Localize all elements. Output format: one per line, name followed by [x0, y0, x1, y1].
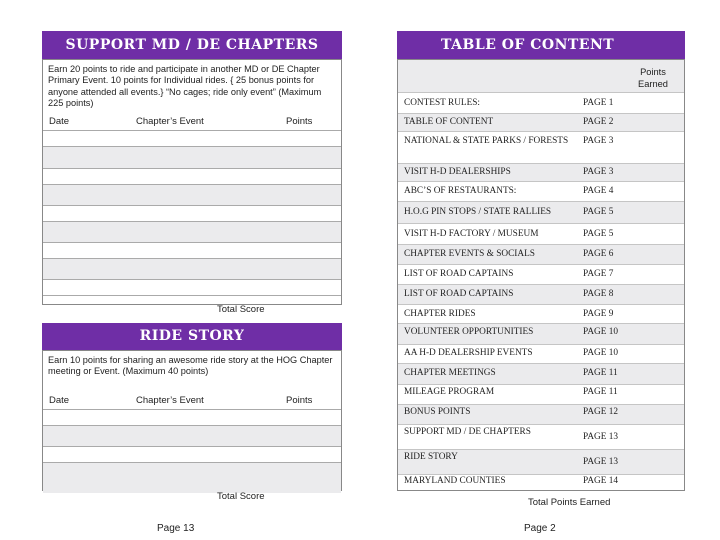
list-item[interactable] [398, 224, 684, 245]
ride-story-description: Earn 10 points for sharing an awesome ride story at the HOG Chapter meeting or Event. (Maximum 40 points) [48, 355, 333, 377]
page-number-right: Page 2 [524, 523, 556, 534]
toc-item-page: PAGE 14 [583, 476, 619, 486]
toc-item-label: CHAPTER EVENTS & SOCIALS [404, 249, 535, 259]
toc-item-page: PAGE 10 [583, 327, 619, 337]
toc-item-label: CHAPTER MEETINGS [404, 368, 496, 378]
list-item[interactable] [398, 345, 684, 364]
toc-item-label: VOLUNTEER OPPORTUNITIES [404, 327, 534, 337]
ride-story-entry-rows [43, 409, 341, 492]
toc-item-label: SUPPORT MD / DE CHAPTERS [404, 427, 531, 437]
table-row[interactable] [43, 426, 341, 447]
toc-item-page: PAGE 5 [583, 229, 614, 239]
support-event-column-header: Chapter’s Event [136, 116, 204, 127]
toc-item-label: TABLE OF CONTENT [404, 117, 494, 127]
list-item[interactable] [398, 324, 684, 345]
toc-item-label: AA H-D DEALERSHIP EVENTS [404, 348, 533, 358]
ride-story-event-column-header: Chapter’s Event [136, 395, 204, 406]
table-row[interactable] [43, 147, 341, 169]
toc-item-page: PAGE 12 [583, 407, 619, 417]
ride-story-header: RIDE STORY [42, 323, 342, 350]
support-total-score-label: Total Score [217, 304, 265, 315]
list-item[interactable] [398, 114, 684, 132]
table-row[interactable] [43, 131, 341, 147]
table-row[interactable] [43, 185, 341, 206]
toc-item-page: PAGE 10 [583, 348, 619, 358]
ride-story-total-score-label: Total Score [217, 491, 265, 502]
toc-item-label: CONTEST RULES: [404, 98, 481, 108]
support-date-column-header: Date [49, 116, 70, 127]
list-item[interactable] [398, 405, 684, 425]
ride-story-points-column-header: Points [286, 395, 313, 406]
toc-item-label: LIST OF ROAD CAPTAINS [404, 269, 514, 279]
toc-item-page: PAGE 13 [583, 432, 619, 442]
toc-item-page: PAGE 3 [583, 167, 614, 177]
toc-item-page: PAGE 5 [583, 207, 614, 217]
total-points-earned-label: Total Points Earned [528, 497, 611, 508]
table-row[interactable] [43, 259, 341, 280]
toc-item-page: PAGE 11 [583, 387, 618, 397]
table-row[interactable] [43, 447, 341, 463]
points-earned-label: Points Earned [638, 67, 668, 89]
table-row[interactable] [43, 169, 341, 185]
toc-item-page: PAGE 13 [583, 457, 619, 467]
list-item[interactable] [398, 364, 684, 385]
list-item[interactable] [398, 202, 684, 224]
table-row[interactable] [43, 463, 341, 493]
toc-item-page: PAGE 9 [583, 309, 614, 319]
toc-item-label: H.O.G PIN STOPS / STATE RALLIES [404, 207, 552, 217]
list-item[interactable] [398, 305, 684, 324]
table-row[interactable] [43, 410, 341, 426]
toc-item-label: NATIONAL & STATE PARKS / FORESTS [404, 136, 569, 146]
toc-item-label: VISIT H-D DEALERSHIPS [404, 167, 511, 177]
toc-item-label: ABC’S OF RESTAURANTS: [404, 186, 517, 196]
toc-item-label: VISIT H-D FACTORY / MUSEUM [404, 229, 539, 239]
table-row[interactable] [43, 222, 341, 243]
ride-story-date-column-header: Date [49, 395, 70, 406]
toc-item-label: RIDE STORY [404, 452, 458, 462]
support-chapters-description: Earn 20 points to ride and participate in another MD or DE Chapter Primary Event. 10 points for Individual rides. { 25 bonus points for anyone attended all events.} “No cages; ride only event” (Maximum 225 points) [48, 64, 322, 109]
toc-item-label: MILEAGE PROGRAM [404, 387, 495, 397]
toc-item-page: PAGE 6 [583, 249, 614, 259]
list-item[interactable] [398, 164, 684, 182]
list-item[interactable] [398, 132, 684, 164]
points-earned-header [398, 60, 684, 93]
support-chapters-panel [42, 59, 342, 305]
table-row[interactable] [43, 206, 341, 222]
table-of-content-panel [397, 59, 685, 491]
list-item[interactable] [398, 285, 684, 305]
table-of-content-header: TABLE OF CONTENT [397, 31, 685, 59]
toc-item-label: CHAPTER RIDES [404, 309, 476, 319]
support-entry-rows [43, 130, 341, 306]
toc-item-label: LIST OF ROAD CAPTAINS [404, 289, 514, 299]
list-item[interactable] [398, 475, 684, 491]
list-item[interactable] [398, 425, 684, 450]
toc-item-page: PAGE 2 [583, 117, 614, 127]
list-item[interactable] [398, 93, 684, 114]
table-row[interactable] [43, 243, 341, 259]
toc-item-page: PAGE 3 [583, 136, 614, 146]
toc-item-page: PAGE 1 [583, 98, 614, 108]
list-item[interactable] [398, 450, 684, 475]
list-item[interactable] [398, 182, 684, 202]
toc-item-page: PAGE 8 [583, 289, 614, 299]
toc-item-page: PAGE 7 [583, 269, 614, 279]
page-number-left: Page 13 [157, 523, 195, 534]
toc-item-page: PAGE 11 [583, 368, 618, 378]
support-points-column-header: Points [286, 116, 313, 127]
ride-story-panel [42, 350, 342, 491]
list-item[interactable] [398, 245, 684, 265]
toc-item-label: MARYLAND COUNTIES [404, 476, 506, 486]
toc-item-label: BONUS POINTS [404, 407, 471, 417]
toc-item-page: PAGE 4 [583, 186, 614, 196]
list-item[interactable] [398, 265, 684, 285]
table-row[interactable] [43, 280, 341, 296]
support-chapters-header: SUPPORT MD / DE CHAPTERS [42, 31, 342, 59]
list-item[interactable] [398, 385, 684, 405]
